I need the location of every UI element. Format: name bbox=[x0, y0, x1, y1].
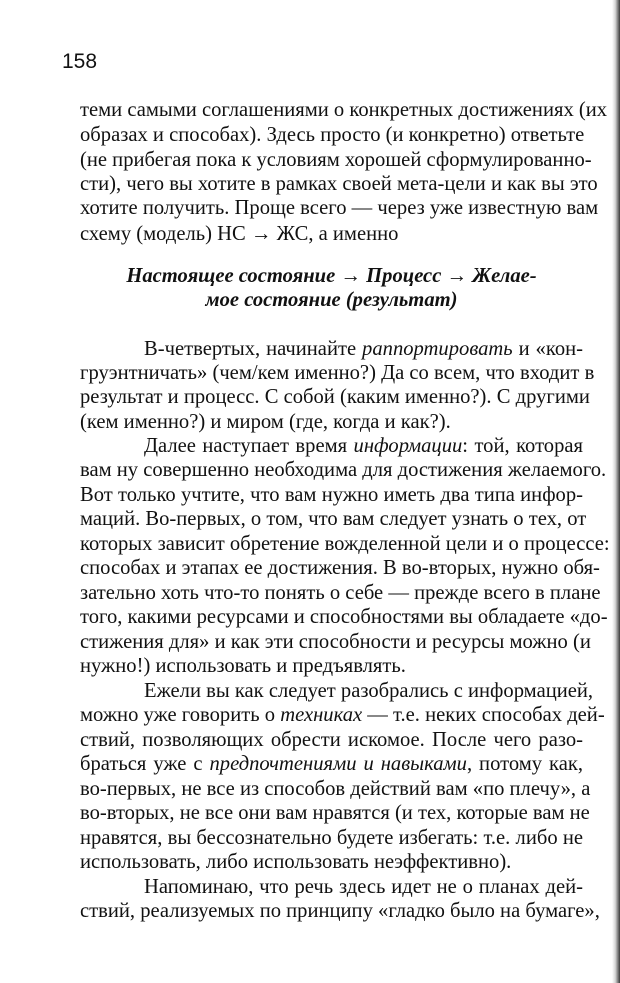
emphasis: техниках bbox=[280, 704, 363, 726]
text-line: нужно!) использовать и предъявлять. bbox=[80, 655, 406, 677]
text-line: во-первых, не все из способов действий вам «по плечу», а bbox=[80, 778, 591, 800]
text-line: теми самыми соглашениями о конкретных достижениях (их bbox=[80, 99, 608, 121]
text-line: сти), чего вы хотите в рамках своей мета-цели и как вы это bbox=[80, 173, 598, 195]
page-number: 158 bbox=[62, 50, 98, 73]
page-edge-shadow bbox=[612, 0, 620, 983]
text-line: вам ну совершенно необходима для достижения желаемого. bbox=[80, 459, 607, 481]
heading-line: Настоящее состояние → Процесс → Желае- bbox=[126, 265, 537, 287]
text-line: ствий, реализуемых по принципу «гладко было на бумаге», bbox=[80, 900, 600, 922]
text-line: можно уже говорить о техниках — т.е. неких способах дей- bbox=[80, 704, 605, 726]
text-line: В-четвертых, начинайте раппортировать и «кон- bbox=[144, 338, 583, 360]
text-line: (не прибегая пока к условиям хорошей сформулированно- bbox=[80, 149, 592, 171]
text-line: маций. Во-первых, о том, что вам следует узнать о тех, от bbox=[80, 508, 587, 530]
text-line: способах и этапах ее достижения. В во-вторых, нужно обя- bbox=[80, 557, 600, 579]
text-line: использовать, либо использовать неэффективно). bbox=[80, 851, 512, 873]
heading-line: мое состояние (результат) bbox=[205, 289, 458, 311]
text-line: схему (модель) НС → ЖС, а именно bbox=[80, 223, 399, 245]
emphasis: раппортировать bbox=[362, 338, 513, 360]
text-line: результат и процесс. С собой (каким именно?). С другими bbox=[80, 386, 590, 408]
text-line: Далее наступает время информации: той, которая bbox=[144, 435, 583, 457]
text-line: того, какими ресурсами и способностями вы обладаете «до- bbox=[80, 606, 608, 628]
text-line: Ежели вы как следует разобрались с информацией, bbox=[144, 680, 594, 702]
text-line: нравятся, вы бессознательно будете избегать: т.е. либо не bbox=[80, 827, 583, 849]
text-line: зательно хоть что-то понять о себе — прежде всего в плане bbox=[80, 582, 601, 604]
emphasis: предпочтениями и навыками bbox=[209, 753, 467, 775]
text-line: образах и способах). Здесь просто (и конкретно) ответьте bbox=[80, 124, 585, 146]
emphasis: информации bbox=[353, 435, 463, 457]
text-line: ствий, позволяющих обрести искомое. После чего разо- bbox=[80, 729, 583, 751]
text-line: которых зависит обретение вожделенной цели и о процессе: bbox=[80, 533, 610, 555]
text-line: хотите получить. Проще всего — через уже известную вам bbox=[80, 197, 599, 219]
text-line: Вот только учтите, что вам нужно иметь два типа инфор- bbox=[80, 484, 583, 506]
text-line: во-вторых, не все они вам нравятся (и тех, которые вам не bbox=[80, 802, 590, 824]
text-line: (кем именно?) и миром (где, когда и как?). bbox=[80, 411, 451, 433]
text-line: стижения для» и как эти способности и ресурсы можно (и bbox=[80, 631, 591, 653]
text-line: Напоминаю, что речь здесь идет не о планах дей- bbox=[144, 876, 583, 898]
text-line: груэнтничать» (чем/кем именно?) Да со всем, что входит в bbox=[80, 362, 595, 384]
text-line: браться уже с предпочтениями и навыками, потому как, bbox=[80, 753, 583, 775]
